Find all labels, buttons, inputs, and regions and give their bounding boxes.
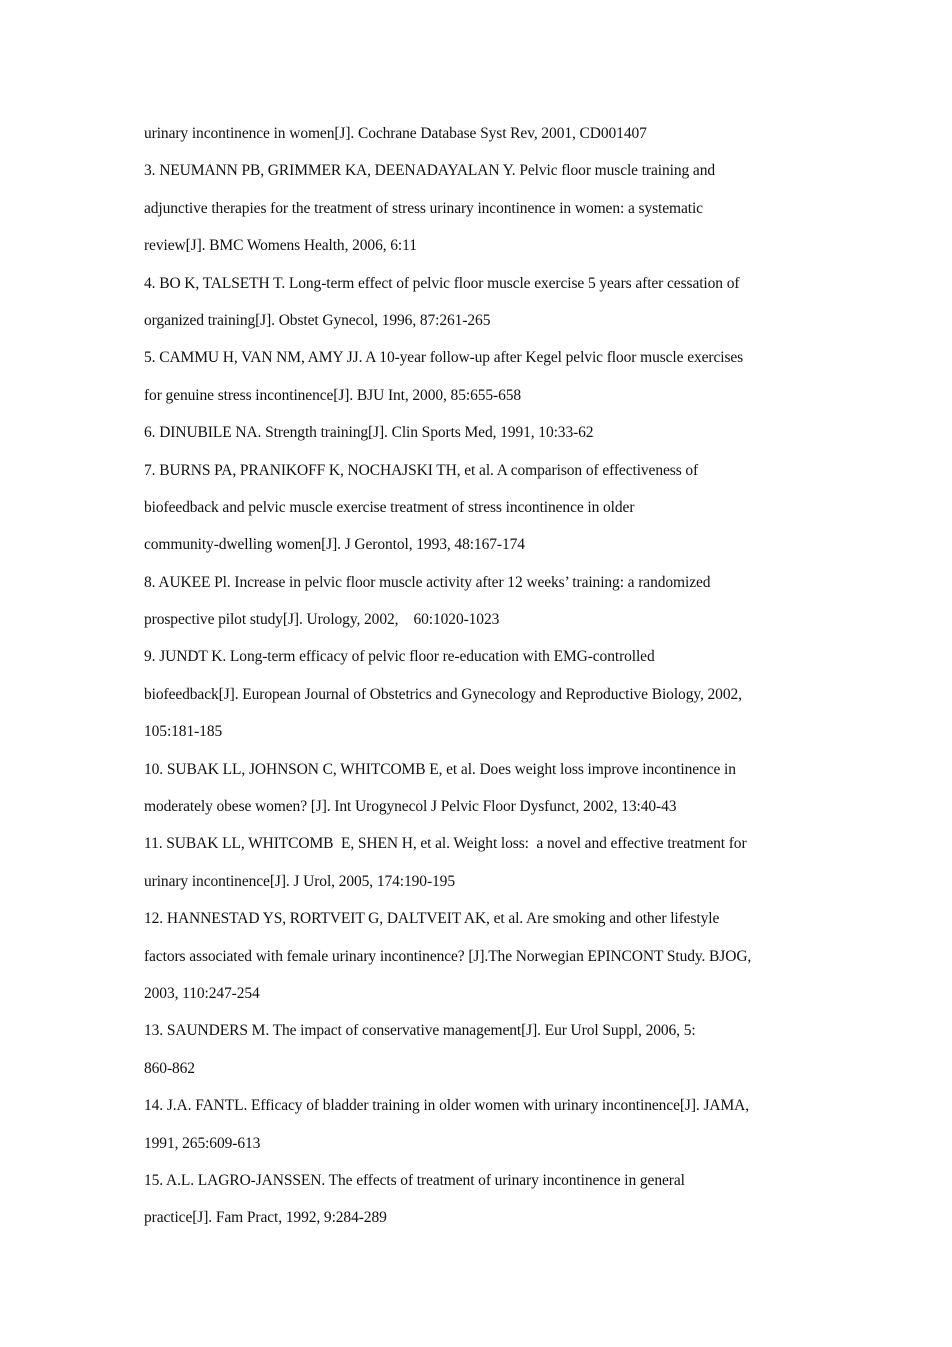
reference-line: moderately obese women? [J]. Int Urogynecol J Pelvic Floor Dysfunct, 2002, 13:40-43	[144, 798, 677, 816]
reference-line: for genuine stress incontinence[J]. BJU Int, 2000, 85:655-658	[144, 386, 522, 404]
reference-list	[144, 122, 834, 1244]
reference-line: review[J]. BMC Womens Health, 2006, 6:11	[144, 237, 417, 255]
reference-line: 15. A.L. LAGRO-JANSSEN. The effects of treatment of urinary incontinence in general	[144, 1171, 685, 1189]
reference-line: 4. BO K, TALSETH T. Long-term effect of pelvic floor muscle exercise 5 years after cessation of	[144, 274, 740, 292]
reference-line: factors associated with female urinary incontinence? [J].The Norwegian EPINCONT Study. BJOG,	[144, 947, 752, 965]
reference-line: 10. SUBAK LL, JOHNSON C, WHITCOMB E, et al. Does weight loss improve incontinence in	[144, 760, 736, 778]
reference-line: community-dwelling women[J]. J Gerontol, 1993, 48:167-174	[144, 536, 525, 554]
reference-line: 7. BURNS PA, PRANIKOFF K, NOCHAJSKI TH, et al. A comparison of effectiveness of	[144, 461, 699, 479]
reference-line: 12. HANNESTAD YS, RORTVEIT G, DALTVEIT AK, et al. Are smoking and other lifestyle	[144, 910, 720, 928]
reference-line: 13. SAUNDERS M. The impact of conservative management[J]. Eur Urol Suppl, 2006, 5:	[144, 1022, 696, 1040]
reference-line: 1991, 265:609-613	[144, 1134, 261, 1152]
reference-line: 11. SUBAK LL, WHITCOMB E, SHEN H, et al. Weight loss: a novel and effective treatment for	[144, 835, 747, 853]
reference-line: 9. JUNDT K. Long-term efficacy of pelvic floor re-education with EMG-controlled	[144, 648, 655, 666]
reference-line: adjunctive therapies for the treatment of stress urinary incontinence in women: a systematic	[144, 199, 703, 217]
reference-line: 5. CAMMU H, VAN NM, AMY JJ. A 10-year follow-up after Kegel pelvic floor muscle exercises	[144, 349, 744, 367]
reference-line: practice[J]. Fam Pract, 1992, 9:284-289	[144, 1209, 387, 1227]
reference-line: 3. NEUMANN PB, GRIMMER KA, DEENADAYALAN Y. Pelvic floor muscle training and	[144, 162, 715, 180]
reference-line: 105:181-185	[144, 723, 223, 741]
reference-line: organized training[J]. Obstet Gynecol, 1996, 87:261-265	[144, 311, 491, 329]
reference-line: 14. J.A. FANTL. Efficacy of bladder training in older women with urinary incontinence[J]. JAMA,	[144, 1097, 750, 1115]
reference-line: urinary incontinence[J]. J Urol, 2005, 174:190-195	[144, 872, 455, 890]
reference-line: 8. AUKEE Pl. Increase in pelvic floor muscle activity after 12 weeks’ training: a randomized	[144, 573, 711, 591]
reference-line: biofeedback and pelvic muscle exercise treatment of stress incontinence in older	[144, 498, 635, 516]
reference-line: 860-862	[144, 1059, 195, 1077]
reference-line: 6. DINUBILE NA. Strength training[J]. Clin Sports Med, 1991, 10:33-62	[144, 424, 594, 442]
reference-line: urinary incontinence in women[J]. Cochrane Database Syst Rev, 2001, CD001407	[144, 125, 647, 142]
reference-line: prospective pilot study[J]. Urology, 2002, 60:1020-1023	[144, 611, 500, 629]
reference-line: 2003, 110:247-254	[144, 984, 260, 1002]
reference-line: biofeedback[J]. European Journal of Obstetrics and Gynecology and Reproductive Biology, 2002,	[144, 685, 742, 703]
